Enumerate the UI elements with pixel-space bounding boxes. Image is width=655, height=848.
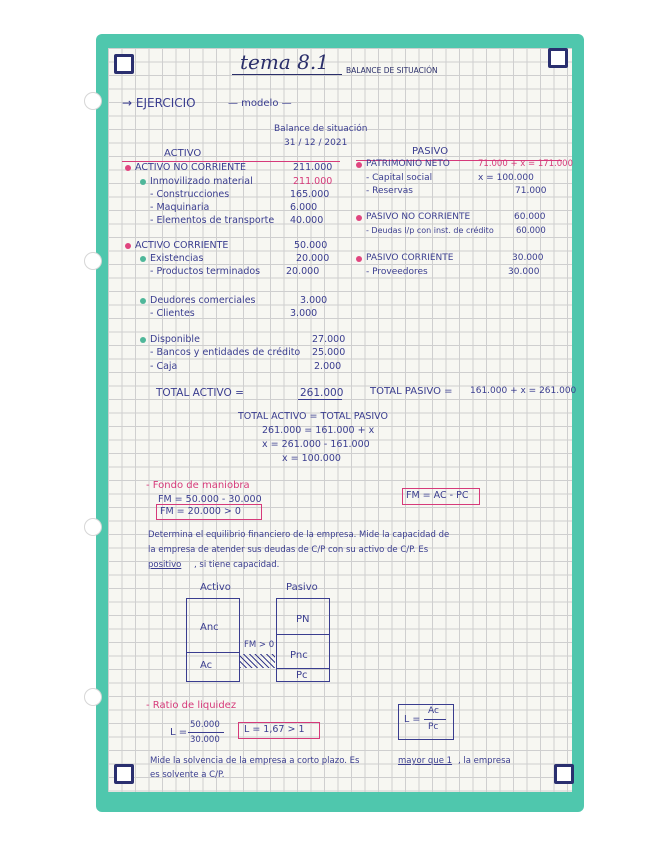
corner-mark-icon — [554, 764, 574, 784]
ratio-lhs: L = — [170, 727, 188, 738]
bancos-label: - Bancos y entidades de crédito — [150, 347, 301, 358]
fondo-title: - Fondo de maniobra — [146, 480, 250, 491]
cli-value: 3.000 — [290, 308, 318, 319]
balance-title: Balance de situación — [274, 124, 368, 134]
anc-label: ACTIVO NO CORRIENTE — [135, 162, 247, 173]
diagram-divider — [186, 652, 239, 653]
ac-label: ACTIVO CORRIENTE — [135, 240, 229, 251]
pink-bullet-icon — [125, 165, 131, 171]
ratio-desc: , la empresa — [458, 756, 511, 766]
fraction-bar — [424, 719, 446, 720]
total-activo-value: 261.000 — [300, 387, 344, 399]
ac-value: 50.000 — [294, 240, 328, 251]
green-bullet-icon — [140, 179, 146, 185]
ratio-numerator: 50.000 — [190, 720, 220, 730]
diagram-pasivo-label: Pasivo — [286, 582, 318, 593]
pc-value: 30.000 — [512, 253, 544, 263]
diagram-hatch — [240, 654, 275, 668]
activo-item-label: - Maquinaria — [150, 202, 210, 213]
ratio-desc: es solvente a C/P. — [150, 770, 225, 780]
fondo-desc: , si tiene capacidad. — [194, 560, 280, 570]
green-bullet-icon — [140, 256, 146, 262]
activo-heading: ACTIVO — [164, 148, 202, 159]
pink-bullet-icon — [356, 256, 362, 262]
fondo-formula: FM = AC - PC — [406, 490, 469, 501]
exercise-modelo: — modelo — — [228, 98, 292, 109]
prov-label: - Proveedores — [366, 267, 428, 277]
deud-value: 3.000 — [300, 295, 328, 306]
pasivo-heading: PASIVO — [412, 146, 449, 157]
deudas-value: 60.000 — [516, 226, 546, 236]
ratio-formula-num: Ac — [428, 706, 439, 716]
title-underline — [232, 74, 342, 75]
pnc-value: 60.000 — [514, 212, 546, 222]
pink-bullet-icon — [356, 162, 362, 168]
inm-label: Inmovilizado material — [150, 176, 253, 187]
equation-line: 261.000 = 161.000 + x — [262, 425, 375, 436]
diagram-pc: Pc — [296, 670, 308, 681]
ratio-desc: Mide la solvencia de la empresa a corto plazo. Es — [150, 756, 360, 766]
activo-item-value: 6.000 — [290, 202, 318, 213]
binder-hole — [84, 518, 102, 536]
prod-label: - Productos terminados — [150, 266, 261, 277]
corner-mark-icon — [548, 48, 568, 68]
exist-value: 20.000 — [296, 253, 330, 264]
bancos-value: 25.000 — [312, 347, 346, 358]
total-pasivo-label: TOTAL PASIVO = — [370, 386, 453, 397]
activo-item-value: 40.000 — [290, 215, 324, 226]
diagram-activo-label: Activo — [200, 582, 231, 593]
fondo-calc: FM = 50.000 - 30.000 — [158, 494, 262, 505]
pc-label: PASIVO CORRIENTE — [366, 253, 454, 263]
deud-label: Deudores comerciales — [150, 295, 256, 306]
page-title: tema 8.1 — [240, 50, 329, 74]
exist-label: Existencias — [150, 253, 204, 264]
total-activo-underline — [298, 399, 342, 400]
green-bullet-icon — [140, 298, 146, 304]
binder-hole — [84, 252, 102, 270]
ratio-title: - Ratio de liquidez — [146, 700, 237, 711]
corner-mark-icon — [114, 764, 134, 784]
diagram-pnc: Pnc — [290, 650, 308, 661]
fondo-desc: la empresa de atender sus deudas de C/P con su activo de C/P. Es — [148, 545, 429, 555]
caja-value: 2.000 — [314, 361, 342, 372]
ratio-formula-den: Pc — [428, 722, 439, 732]
diagram-divider — [276, 634, 329, 635]
pn-value: 71.000 + x = 171.000 — [478, 159, 573, 169]
ratio-denominator: 30.000 — [190, 735, 220, 745]
caja-label: - Caja — [150, 361, 178, 372]
total-pasivo-value: 161.000 + x = 261.000 — [470, 386, 577, 396]
binder-hole — [84, 92, 102, 110]
diagram-activo-box — [186, 598, 240, 682]
pink-bullet-icon — [356, 215, 362, 221]
res-value: 71.000 — [515, 186, 547, 196]
cli-label: - Clientes — [150, 308, 195, 319]
diagram-divider — [276, 668, 329, 669]
fondo-desc-positivo: positivo — [148, 560, 182, 570]
anc-value: 211.000 — [293, 162, 333, 173]
ratio-desc-mayor: mayor que 1 — [398, 756, 453, 766]
diagram-fm: FM > 0 — [244, 640, 275, 650]
total-activo-label: TOTAL ACTIVO = — [156, 387, 244, 399]
prov-value: 30.000 — [508, 267, 540, 277]
cap-label: - Capital social — [366, 173, 433, 183]
prod-value: 20.000 — [286, 266, 320, 277]
pink-bullet-icon — [125, 243, 131, 249]
diagram-pn: PN — [296, 614, 310, 625]
activo-item-value: 165.000 — [290, 189, 330, 200]
activo-item-label: - Elementos de transporte — [150, 215, 275, 226]
fondo-desc: Determina el equilibrio financiero de la empresa. Mide la capacidad de — [148, 530, 450, 540]
activo-item-label: - Construcciones — [150, 189, 230, 200]
disp-label: Disponible — [150, 334, 200, 345]
fraction-bar — [188, 732, 224, 733]
balance-date: 31 / 12 / 2021 — [284, 138, 348, 148]
page-subtitle: BALANCE DE SITUACIÓN — [346, 66, 438, 75]
corner-mark-icon — [114, 54, 134, 74]
equation-line: x = 100.000 — [282, 453, 341, 464]
pnc-label: PASIVO NO CORRIENTE — [366, 212, 471, 222]
res-label: - Reservas — [366, 186, 413, 196]
fondo-result: FM = 20.000 > 0 — [160, 506, 241, 517]
disp-value: 27.000 — [312, 334, 346, 345]
binder-hole — [84, 688, 102, 706]
deudas-label: - Deudas l/p con inst. de crédito — [366, 226, 494, 235]
pn-label: PATRIMONIO NETO — [366, 159, 450, 169]
cap-value: x = 100.000 — [478, 173, 534, 183]
diagram-ac: Ac — [200, 660, 213, 671]
equation-line: x = 261.000 - 161.000 — [262, 439, 370, 450]
ratio-result: L = 1,67 > 1 — [244, 724, 305, 735]
inm-value: 211.000 — [293, 176, 333, 187]
green-bullet-icon — [140, 337, 146, 343]
equation-line: TOTAL ACTIVO = TOTAL PASIVO — [238, 411, 388, 422]
exercise-label: → EJERCICIO — [122, 96, 196, 110]
diagram-anc: Anc — [200, 622, 219, 633]
ratio-formula-l: L = — [404, 714, 421, 725]
